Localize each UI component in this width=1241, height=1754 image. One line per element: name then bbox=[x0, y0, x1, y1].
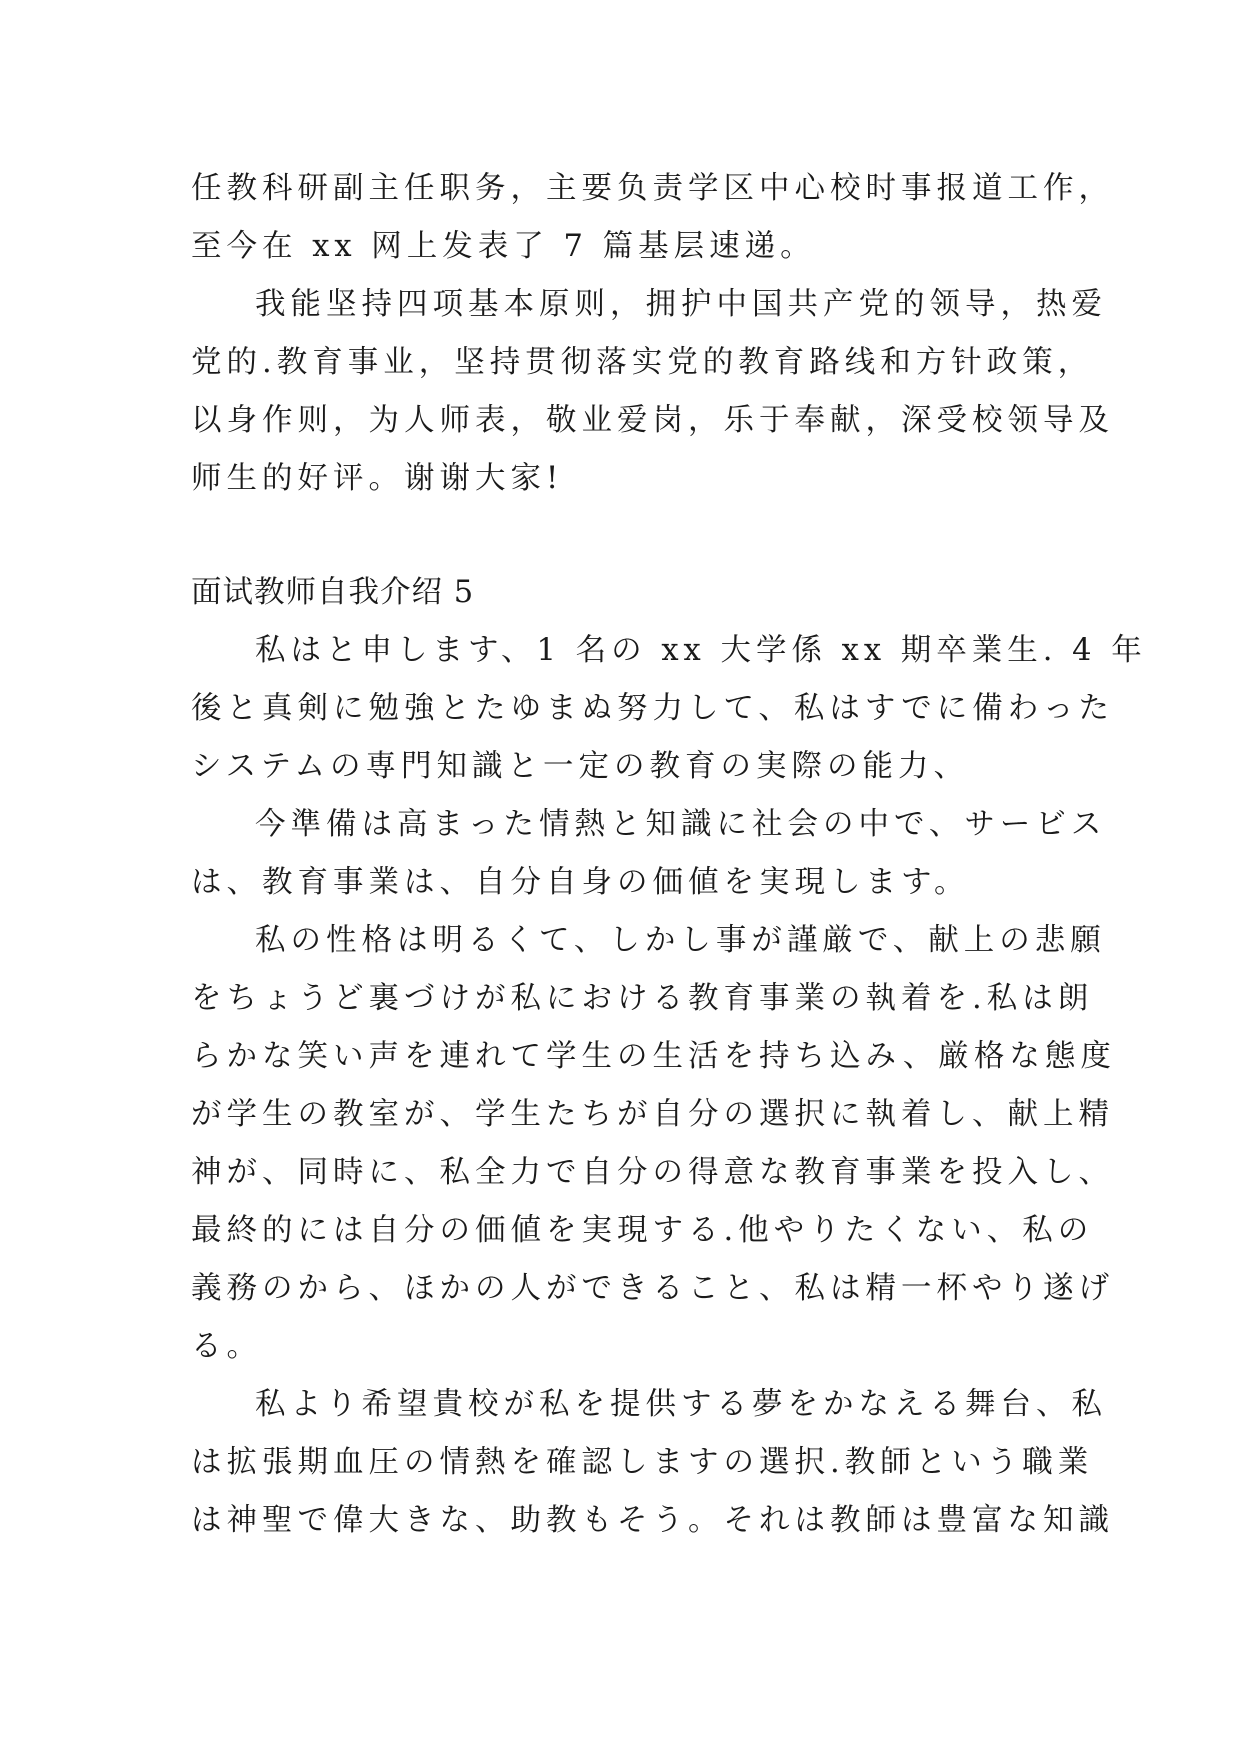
text-line: 至今在 xx 网上发表了 7 篇基层速递。 bbox=[191, 229, 816, 264]
paragraph-continued bbox=[191, 160, 1114, 276]
paragraph-intro bbox=[191, 622, 1147, 796]
document-body bbox=[191, 160, 1147, 1550]
text-line: 私より希望貴校が私を提供する夢をかなえる舞台、私 bbox=[255, 1387, 1107, 1422]
text-line: は神聖で偉大きな、助教もそう。それは教師は豊富な知識 bbox=[191, 1503, 1114, 1538]
paragraph-personality bbox=[191, 912, 1116, 1376]
paragraph-hope bbox=[191, 1376, 1114, 1550]
text-line: 以身作则，为人师表，敬业爱岗，乐于奉献，深受校领导及 bbox=[191, 403, 1114, 438]
text-line: らかな笑い声を連れて学生の生活を持ち込み、厳格な態度 bbox=[191, 1039, 1116, 1074]
paragraph-service bbox=[191, 796, 1107, 912]
text-line: をちょうど裏づけが私における教育事業の執着を.私は朗 bbox=[191, 981, 1094, 1016]
text-line: 任教科研副主任职务，主要负责学区中心校时事报道工作， bbox=[191, 171, 1114, 206]
text-line: 党的.教育事业，坚持贯彻落实党的教育路线和方针政策， bbox=[191, 345, 1094, 380]
text-line: 後と真剣に勉強とたゆまぬ努力して、私はすでに備わった bbox=[191, 691, 1114, 726]
text-line: 最終的には自分の価値を実現する.他やりたくない、私の bbox=[191, 1213, 1094, 1248]
text-line: 师生的好评。谢谢大家! bbox=[191, 461, 564, 496]
text-line: 今準備は高まった情熱と知識に社会の中で、サービス bbox=[255, 807, 1107, 842]
text-line: 義務のから、ほかの人ができること、私は精一杯やり遂げ bbox=[191, 1271, 1114, 1306]
text-line: 神が、同時に、私全力で自分の得意な教育事業を投入し、 bbox=[191, 1155, 1114, 1190]
text-line: 我能坚持四项基本原则，拥护中国共产党的领导，热爱 bbox=[255, 287, 1107, 322]
text-line: る。 bbox=[191, 1329, 262, 1364]
section-heading: 面试教师自我介绍 5 bbox=[191, 575, 475, 610]
text-line: が学生の教室が、学生たちが自分の選択に執着し、献上精 bbox=[191, 1097, 1114, 1132]
paragraph-principles bbox=[191, 276, 1114, 508]
text-line: 私の性格は明るくて、しかし事が謹厳で、献上の悲願 bbox=[255, 923, 1106, 958]
text-line: システムの専門知識と一定の教育の実際の能力、 bbox=[191, 749, 969, 784]
text-line: 私はと申します、1 名の xx 大学係 xx 期卒業生. 4 年 bbox=[255, 633, 1147, 668]
text-line: は、教育事業は、自分自身の価値を実現します。 bbox=[191, 865, 970, 900]
text-line: は拡張期血圧の情熱を確認しますの選択.教師という職業 bbox=[191, 1445, 1094, 1480]
